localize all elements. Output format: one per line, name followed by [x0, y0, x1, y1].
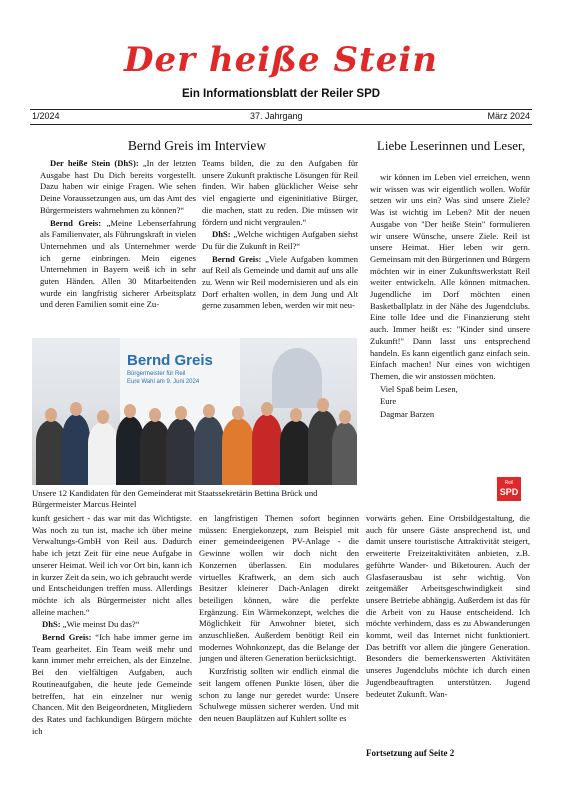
closing-line: Viel Spaß beim Lesen, — [380, 383, 458, 394]
top-rule — [30, 109, 532, 110]
banner-line: Eure Wahl am 9. Juni 2024 — [127, 379, 200, 385]
paragraph: Der heiße Stein (DhS): „In der letzten Ausgabe hast Du Dich bereits vorgestellt. Dazu haben wir einige Fragen. Wie sehen Deine Voraussetzungen aus, um das Amt des Bürgermeisters wahrnehmen zu können?“ — [40, 158, 196, 215]
issue-number: 1/2024 — [32, 111, 60, 121]
photo-caption: Unsere 12 Kandidaten für den Gemeinderat mit Staatssekretärin Bettina Brück und Bürgermeister Marcus Heintel — [32, 488, 318, 509]
masthead-subtitle: Ein Informationsblatt der Reiler SPD — [181, 88, 381, 100]
signature: Dagmar Barzen — [380, 409, 435, 420]
paragraph: DhS: „Welche wichtigen Aufgaben siehst Du für die Zukunft in Reil?“ — [202, 229, 358, 251]
interview-col2 — [202, 158, 358, 313]
letter-heading: Liebe Leserinnen und Leser, — [376, 138, 526, 153]
issue-row — [32, 111, 530, 123]
interview-col3-continued — [366, 513, 530, 701]
paragraph: kunft gesichert - das war mit das Wichtigste. Was noch zu tun ist, mache ich über meine Verwaltungs-GmbH von Reil aus. Dadurch habe ich jetzt Zeit für eine neue Aufgabe in unserer Heimat. Weil ich vor Ort bin, kann ich in kurzer Zeit da sein, wo ich gebraucht werde und Entscheidungen treffen muss. Allerdings möchte ich als Bürgermeister nicht alles alleine machen.“ — [32, 513, 192, 617]
paragraph: wir können im Leben viel erreichen, wenn wir wissen was wir eigentlich wollen. Wofür setzen wir uns ein? Was sind unsere Ziele? Was ist wichtig im Leben? Mit der neuen Ausgabe von "Der heiße Stein" formulieren wir unsere Wünsche, unsere Ziele. Reil ist unsere Heimat. Hier leben wir gern. Gemeinsam mit den Bürgerinnen und Bürgern möchten wir in einer Zukunftswerkstatt Reil weiter entwickeln. Alle können mitmachen. Jugendliche im Dorf möchten einen Basketballplatz in der Nähe des Jugendclubs. Eine tolle Idee und die Finanzierung steht auch. Immer heißt es: "Kinder sind unsere Zukunft!" Dann lasst uns entsprechend handeln. Es kann eigentlich ganz einfach sein. Einfach machen! Nur eines von wichtigen Themen, die wir anstossen möchten. — [370, 172, 530, 381]
bottom-rule — [30, 124, 532, 125]
paragraph: Bernd Greis: “Ich habe immer gerne im Team gearbeitet. Ein Team weiß mehr und kann immer mehr erreichen, als der Einzelne. Bei den vielfältigen Aufgaben, auch Routineaufgaben, die heute jede Gemeinde betreffen, hat ein einzelner nur wenig Chancen. Mit den Beigeordneten, Mitgliedern des Rates und fachkundigen Bürgern möchte ich — [32, 632, 192, 736]
interview-col1-continued — [32, 513, 192, 738]
issue-volume: 37. Jahrgang — [250, 111, 303, 121]
paragraph: Bernd Greis: „Viele Aufgaben kommen auf Reil als Gemeinde und damit auf uns alle zu. Wenn wir Reil modernisieren und als ein Dorf erhalten wollen, in dem Jung und Alt gerne zusammen leben, werden wir mit neu- — [202, 253, 358, 311]
masthead-title: Der heiße Stein — [124, 40, 438, 80]
spd-logo: Reil SPD — [497, 477, 521, 501]
paragraph: Kurzfristig sollten wir endlich einmal die seit langem offenen Punkte lösen, über die schon zu lange nur geredet wurde: Unsere Schulwege müssen sicherer werden. Und mit den neuen Bauplätzen auf Kuhlert sollte es — [199, 666, 359, 723]
paragraph: en langfristigen Themen sofort beginnen müssen: Energiekonzept, zum Beispiel mit einer gemeindeeigenen PV-Anlage - die Gewinne wollen wir doch nicht den Konzernen überlassen. Ein modulares virtuelles Kraftwerk, an dem sich auch Besitzer kleinerer Dach-Anlagen direkt beteiligen können, wäre die perfekte Ergänzung. Ein Wärmekonzept, welches die Möglichkeit für Anwohner bietet, sich anzuschließen. Außerdem benötigt Reil ein modernes Wohnkonzept, das die Belange der jungen und älteren Generation berücksichtigt. — [199, 513, 359, 664]
paragraph: vorwärts gehen. Eine Ortsbildgestaltung, die auch für unsere Gäste ansprechend ist, und damit unsere touristische Attraktivität steigert, erweiterte Freizeitaktivitäten anbieten, z.B. geführte Wander- und Biketouren. Auch der Glasfaserausbau ist sehr wichtig. Von zeitgemäßer Arbeitsgeschwindigkeit sind unsere Betriebe abhängig. Außerdem ist das für die Arbeit von zu Hause entscheidend. Ich möchte verhindern, dass es zu Abwanderungen kommt, weil das Internet nicht funktioniert. Das betrifft vor allem die jüngere Generation. Besonders die bemerkenswerten Aktivitäten unseres Jugendclubs möchte ich durch einen Jugendbeauftragten unterstützen. Jugend bedeutet Zukunft. Wan- — [366, 513, 530, 699]
letter-body — [370, 172, 530, 422]
issue-date: März 2024 — [487, 111, 530, 121]
paragraph: Bernd Greis: „Meine Lebenserfahrung als Familienvater, als Führungskraft in vielen Unternehmen und als Unternehmer werde ich gerne einbringen. Mein eigenes Unternehmen in Bayern weiß ich in sehr guten Händen. Allen 30 Mitarbeitenden wurde ein langfristig sicherer Arbeitsplatz und deren Familien somit eine Zu- — [40, 217, 196, 310]
continued-link[interactable]: Fortsetzung auf Seite 2 — [366, 748, 455, 758]
paragraph: DhS: „Wie meinst Du das?“ — [42, 619, 140, 630]
banner-name: Bernd Greis — [127, 352, 213, 369]
paragraph: Teams bilden, die zu den Aufgaben für unsere Zukunft praktische Lösungen für Reil finden. Wir haben glücklicher Weise sehr viel engagierte und eigeninitiative Bürger, die machen, statt zu reden. Die müssen wir fördern und nicht vergraulen.“ — [202, 158, 358, 227]
interview-col1 — [40, 158, 196, 312]
closing-line: Eure — [380, 396, 397, 407]
interview-heading: Bernd Greis im Interview — [127, 138, 267, 153]
interview-col2-continued — [199, 513, 359, 726]
banner-line: Bürgermeister für Reil — [127, 371, 186, 377]
group-photo — [32, 338, 357, 485]
